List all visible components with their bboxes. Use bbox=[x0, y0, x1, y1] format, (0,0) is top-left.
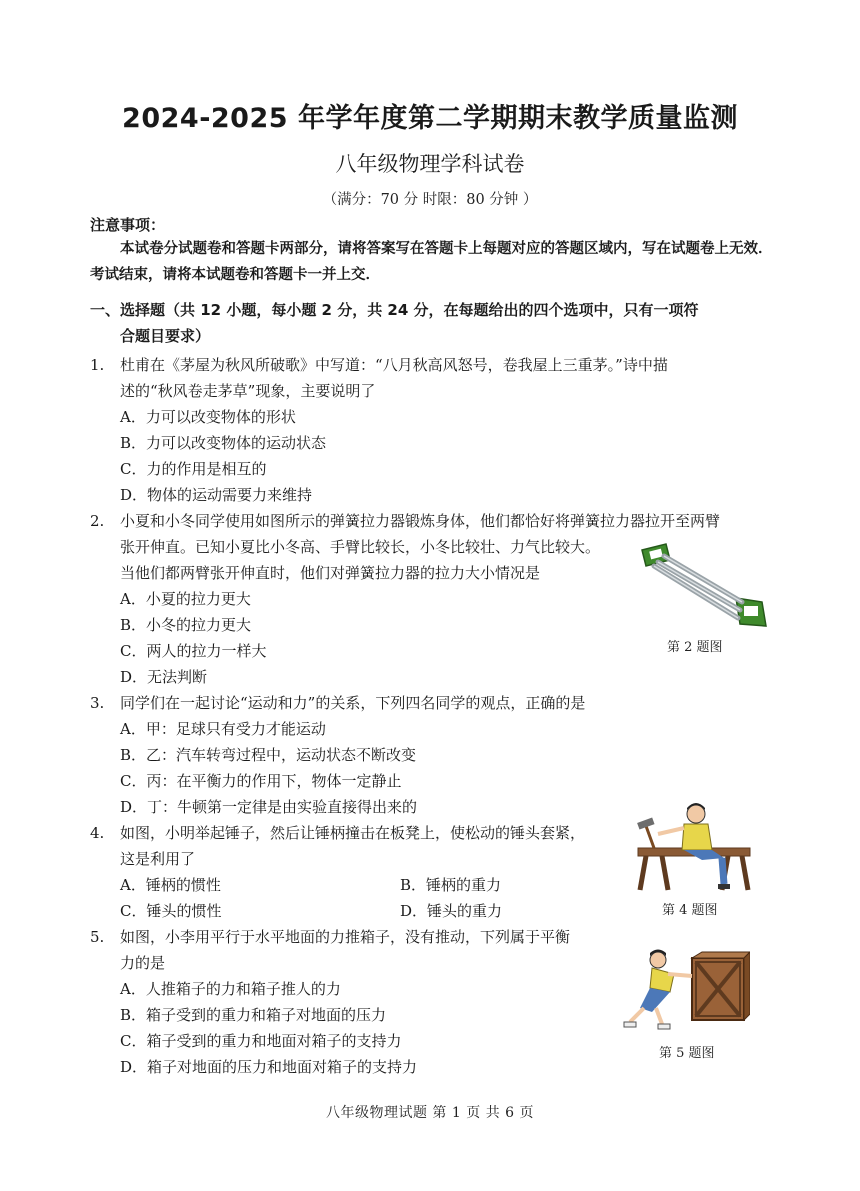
spring-coils-icon bbox=[654, 556, 742, 618]
crate-icon bbox=[692, 952, 750, 1020]
question-number: 3. bbox=[90, 694, 105, 712]
option-a: A．小夏的拉力更大 bbox=[120, 590, 251, 608]
option-c: C．两人的拉力一样大 bbox=[120, 642, 267, 660]
question-stem-line: 小夏和小冬同学使用如图所示的弹簧拉力器锻炼身体，他们都恰好将弹簧拉力器拉开至两臂 bbox=[120, 512, 721, 530]
figure-caption: 第 4 题图 bbox=[662, 903, 718, 918]
question-stem-line: 如图，小李用平行于水平地面的力推箱子，没有推动，下列属于平衡 bbox=[120, 928, 571, 946]
option-d: D．无法判断 bbox=[120, 668, 208, 686]
notice-heading: 注意事项： bbox=[90, 216, 166, 234]
page-title: 2024-2025 年学年度第二学期期末教学质量监测 bbox=[122, 103, 738, 134]
question-stem-line: 这是利用了 bbox=[120, 850, 196, 868]
option-a: A．力可以改变物体的形状 bbox=[120, 408, 296, 426]
section-heading-line1: 一、选择题（共 12 小题，每小题 2 分，共 24 分，在每题给出的四个选项中，只有一项符 bbox=[90, 301, 699, 319]
option-b: B．锤柄的重力 bbox=[400, 876, 502, 894]
question-stem-line: 杜甫在《茅屋为秋风所破歌》中写道：“八月秋高风怒号，卷我屋上三重茅。”诗中描 bbox=[120, 356, 668, 374]
option-a: A．锤柄的惯性 bbox=[120, 876, 221, 894]
spring-expander-figure bbox=[636, 540, 770, 632]
question-number: 4. bbox=[90, 824, 105, 842]
question-stem-line: 力的是 bbox=[120, 954, 166, 972]
hammer-bench-figure bbox=[632, 800, 758, 894]
question-stem-line: 如图，小明举起锤子，然后让锤柄撞击在板凳上，使松动的锤头套紧， bbox=[120, 824, 586, 842]
section-heading-line2: 合题目要求） bbox=[120, 327, 211, 345]
push-box-figure bbox=[622, 938, 750, 1038]
section-heading bbox=[90, 297, 750, 349]
option-a: A．人推箱子的力和箱子推人的力 bbox=[120, 980, 341, 998]
option-b: B．小冬的拉力更大 bbox=[120, 616, 252, 634]
question-stem-line: 述的“秋风卷走茅草”现象，主要说明了 bbox=[120, 382, 376, 400]
question-number: 1. bbox=[90, 356, 105, 374]
question-stem-line: 同学们在一起讨论“运动和力”的关系，下列四名同学的观点，正确的是 bbox=[120, 694, 586, 712]
option-d: D．锤头的重力 bbox=[400, 902, 503, 920]
boy-icon bbox=[658, 803, 730, 889]
option-a: A．甲：足球只有受力才能运动 bbox=[120, 720, 326, 738]
exam-meta: （满分：70 分 时限：80 分钟 ） bbox=[322, 192, 538, 208]
page-subtitle: 八年级物理学科试卷 bbox=[335, 152, 525, 176]
figure-caption: 第 2 题图 bbox=[667, 640, 723, 655]
question-stem-line: 当他们都两臂张开伸直时，他们对弹簧拉力器的拉力大小情况是 bbox=[120, 564, 541, 582]
question-stem-line: 张开伸直。已知小夏比小冬高、手臂比较长，小冬比较壮、力气比较大。 bbox=[120, 538, 601, 556]
option-d: D．箱子对地面的压力和地面对箱子的支持力 bbox=[120, 1058, 418, 1076]
option-c: C．锤头的惯性 bbox=[120, 902, 222, 920]
question-number: 2. bbox=[90, 512, 105, 530]
option-b: B．力可以改变物体的运动状态 bbox=[120, 434, 327, 452]
option-d: D．物体的运动需要力来维持 bbox=[120, 486, 313, 504]
option-c: C．丙：在平衡力的作用下，物体一定静止 bbox=[120, 772, 402, 790]
page-footer: 八年级物理试题 第 1 页 共 6 页 bbox=[325, 1105, 534, 1121]
hammer-icon bbox=[637, 818, 654, 848]
option-b: B．箱子受到的重力和箱子对地面的压力 bbox=[120, 1006, 387, 1024]
option-c: C．力的作用是相互的 bbox=[120, 460, 267, 478]
notice-body: 本试卷分试题卷和答题卡两部分，请将答案写在答题卡上每题对应的答题区域内，写在试题卷上无效．考试结束，请将本试题卷和答题卡一并上交． bbox=[90, 241, 773, 283]
option-d: D．丁：牛顿第一定律是由实验直接得出来的 bbox=[120, 798, 418, 816]
girl-pushing-icon bbox=[624, 950, 692, 1030]
question-number: 5. bbox=[90, 928, 105, 946]
option-c: C．箱子受到的重力和地面对箱子的支持力 bbox=[120, 1032, 402, 1050]
figure-caption: 第 5 题图 bbox=[659, 1046, 715, 1061]
option-b: B．乙：汽车转弯过程中，运动状态不断改变 bbox=[120, 746, 417, 764]
